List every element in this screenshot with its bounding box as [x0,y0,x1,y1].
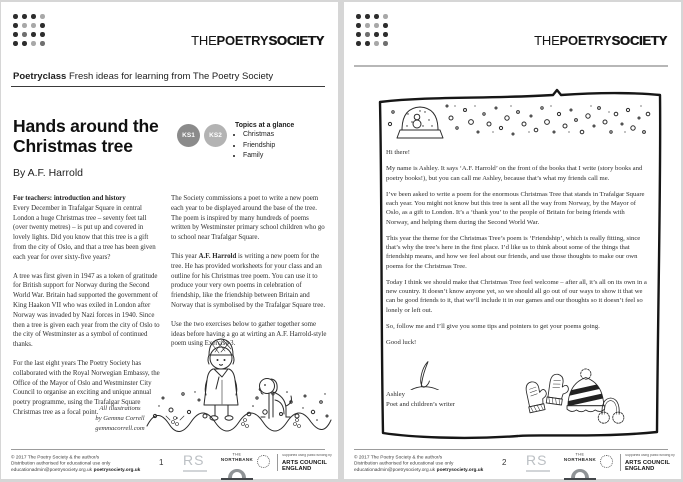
credit-line: All illustrations [99,405,141,412]
paragraph: For the last eight years The Poetry Society has collaborated with the Royal Norwegian Embassy, the Office of the Mayor of Oslo and Westminster City Council to organise an exciting and unique annual poetry programme, using the Trafalgar Square Christmas tree as a focal point. [13,359,160,416]
author-name-bold: A.F. Harrold [198,252,237,260]
northbank-name: NORTHBANK [220,456,254,462]
signature-scribble [402,354,446,390]
poetry-society-wordmark [534,33,667,48]
contact-email: educationadmin@poetrysociety.org.uk [11,466,92,472]
page-number: 2 [502,458,507,467]
paragraph: Every December in Trafalgar Square in central London a huge Christmas tree – seventy feet tall (over twenty metres) – is put up and covered in lovely lights. Did you know that this tree is a gift from the city of Oslo, and that a tree has been given each year for over sixty-five years? [13,204,156,261]
topics-heading: Topics at a glance [235,122,295,129]
letter-paragraph: I’ve been asked to write a poem for the enormous Christmas Tree that stands in Trafalgar Square each year. You might not know but this tree is sent all the way from Norway, by the Mayor of Oslo, as a gift to London. It’s a ‘thank you’ to the people of Britain for being friends with Norway, and helping them during the Second World War. [386,190,645,226]
letter-paragraph: Good luck! [386,339,417,346]
winter-accessories-illustration [520,362,626,434]
northbank-bar [564,478,596,480]
arts-council-support-text: Supported using public funding by [625,454,675,458]
northbank-arch-icon [571,469,589,478]
copyright-line: Distribution authorised for educational use only [354,460,454,466]
snow-globe-illustration [385,98,653,145]
topic-item: • Christmas [243,130,323,141]
wordmark-poetry: POETRY [216,33,269,48]
signature-role: Poet and children’s writer [386,400,455,408]
paragraph [171,252,328,311]
signature-name: Ashley [386,391,405,399]
letter-paragraph: My name is Ashley. It says ‘A.F. Harrold’ on the front of the books that I write (story books and poetry books!), but you can call me Ashley, because that’s what my friends call me. [386,165,643,182]
northbank-logo [562,453,598,480]
letter-from-ashley [370,86,670,446]
header-rule [354,65,668,67]
letter-paragraph: Hi there! [386,149,410,156]
poetry-society-dot-logo [13,14,49,50]
website-url: poetrysociety.org.uk [436,466,484,472]
paragraph-text: This year [171,252,199,260]
paragraph: Use the two exercises below to gather together some ideas before having a go at wirting an A.F. Harrold-style poem using Exercise 3. [171,320,327,348]
arts-council-support-text: Supported using public funding by [282,454,332,458]
key-stage-badges [177,124,231,147]
rs-logo-caption [183,470,207,472]
wordmark-the: THE [534,33,560,48]
credit-line: gemmacorrell.com [95,424,145,432]
letter-paragraph: Today I think we should make that Christmas Tree feel welcome – after all, it’s all on its own in a new country. It doesn’t know anyone yet, so we should all go out of our ways to show it that we can be good friends to it, that we’ll include it in our games and our thoughts so it doesn’t feel so lonely or left out. [386,278,647,314]
northbank-logo [219,453,255,480]
website-url: poetrysociety.org.uk [93,466,141,472]
footer-rule [354,449,668,450]
logo-divider [277,454,278,471]
northbank-the: THE [575,453,585,457]
tagline-text: Fresh ideas for learning from The Poetry Society [66,71,274,82]
copyright-line: © 2017 The Poetry Society & the author/s [354,454,443,460]
poetryclass-tagline [13,71,273,82]
rs-logo-caption [526,470,550,472]
rs-logo-letters: RS [526,452,548,468]
topics-at-a-glance [235,122,323,162]
wordmark-society: SOCIETY [611,33,667,48]
copyright-line: Distribution authorised for educational use only [11,460,111,466]
byline: By A.F. Harrold [13,167,84,179]
footer-rule [11,449,325,450]
northbank-name: NORTHBANK [563,456,597,462]
northbank-bar [221,478,253,480]
arts-council-england: ENGLAND [282,466,312,473]
copyright-text [354,454,497,473]
column-left [13,194,161,427]
paragraph: A tree was first given in 1947 as a token of gratitude for British support for Norway during the Second World War. Britain had supported the government of King Haakon VII who was exiled in London after Norway was invaded by Nazi forces in 1940. Since then a tree is given each year from the city of Oslo to the city of Westminster as a symbol of continued thanks. [13,272,160,349]
page-number: 1 [159,458,164,467]
rs-logo-letters: RS [183,452,205,468]
title-line2: Christmas tree [13,135,133,156]
page-2 [344,2,681,479]
logo-divider [620,454,621,471]
wordmark-the: THE [191,33,217,48]
topic-item: • Family [243,151,323,162]
paragraph-text: is writing a new poem for the tree. He has provided worksheets for your class and an outline for his Christmas tree poem. You can use it to produce your very own poems in celebration of friendship, like the friendship between Britain and Norway that is symbolised by the Trafalgar Square tree. [171,252,326,309]
title-line1: Hands around the [13,116,159,136]
lottery-circle-icon [257,455,270,468]
rs-partner-logo [183,453,213,472]
poetry-society-wordmark [191,33,324,48]
wordmark-poetry: POETRY [559,33,612,48]
northbank-the: THE [232,453,242,457]
credit-line: by Gemma Correll [95,414,145,422]
copyright-text [11,454,154,473]
lottery-circle-icon [600,455,613,468]
northbank-arch-icon [228,469,246,478]
ks2-badge: KS2 [204,124,227,147]
copyright-line: © 2017 The Poetry Society & the author/s [11,454,100,460]
page-1 [1,2,338,479]
poetry-society-dot-logo [356,14,392,50]
letter-paragraph: So, follow me and I’ll give you some tips and pointers to get your poems going. [386,322,600,330]
tagline-brand: Poetryclass [13,71,67,82]
tagline-rule [11,86,325,87]
paragraph: The Society commissions a poet to write a new poem each year to be displayed around the base of the tree. The poem is inspired by many hundreds of poems written by Westminster primary school children who go to school near Trafalgar Square. [171,195,325,242]
arts-council-england: ENGLAND [625,466,655,473]
topics-list [235,130,323,162]
wordmark-society: SOCIETY [268,33,324,48]
arts-council-name: ARTS COUNCIL [625,460,670,466]
arts-council-name: ARTS COUNCIL [282,460,327,466]
intro-heading: For teachers: introduction and history [13,195,126,202]
rs-partner-logo [526,453,556,472]
child-and-dog-illustration [143,328,335,450]
topic-item: • Friendship [243,141,323,152]
letter-paragraph: This year the theme for the Christmas Tree’s poem is ‘Friendship’, which is really fitting, since that’s why the tree’s here in the first place. I’d like us to think about some of the things that friendship means, and how we feel about our friends, and use those thoughts to make our own poems for the Christmas Tree. [386,234,641,270]
contact-email: educationadmin@poetrysociety.org.uk [354,466,435,472]
ks1-badge: KS1 [177,124,200,147]
page-title [13,117,159,157]
